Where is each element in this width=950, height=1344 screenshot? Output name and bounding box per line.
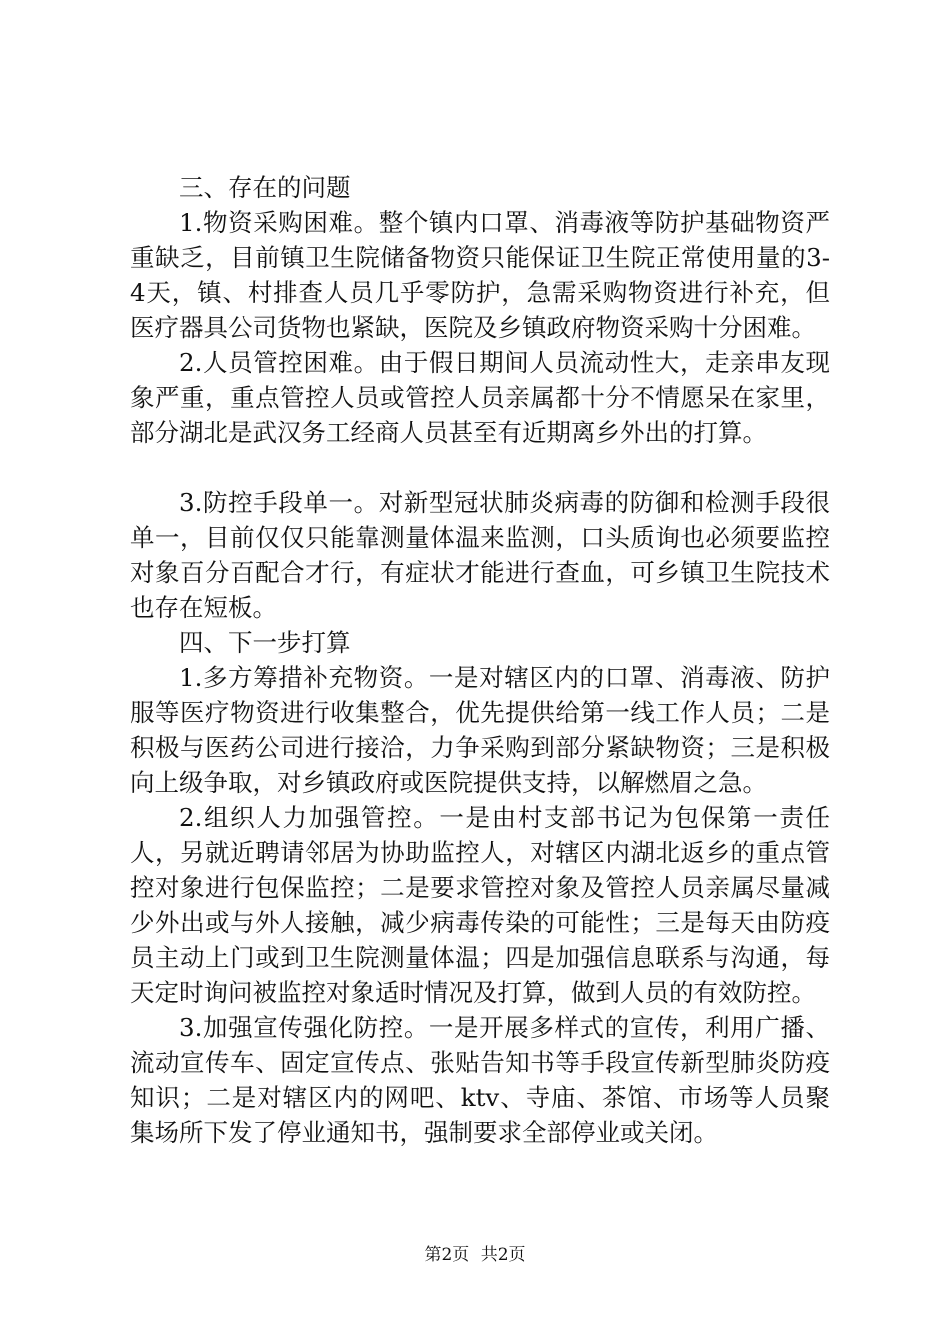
section-heading-next-steps: 四、下一步打算 — [179, 628, 351, 657]
page-number: 第2页 — [424, 1245, 470, 1265]
paragraph-spacer — [130, 450, 830, 485]
page-total: 共2页 — [480, 1245, 526, 1265]
document-body — [130, 170, 830, 1150]
paragraph-supply-difficulty: 1.物资采购困难。整个镇内口罩、消毒液等防护基础物资严重缺乏，目前镇卫生院储备物资只能保证卫生院正常使用量的3-4天，镇、村排查人员几乎零防护，急需采购物资进行补充，但医疗器具公司货物也紧缺，医院及乡镇政府物资采购十分困难。 — [130, 208, 830, 342]
paragraph-strengthen-control: 2.组织人力加强管控。一是由村支部书记为包保第一责任人，另就近聘请邻居为协助监控人，对辖区内湖北返乡的重点管控对象进行包保监控；二是要求管控对象及管控人员亲属尽量减少外出或与外人接触，减少病毒传染的可能性；三是每天由防疫员主动上门或到卫生院测量体温；四是加强信息联系与沟通，每天定时询问被监控对象适时情况及打算，做到人员的有效防控。 — [130, 803, 830, 1007]
paragraph-supplement-supplies: 1.多方筹措补充物资。一是对辖区内的口罩、消毒液、防护服等医疗物资进行收集整合，优先提供给第一线工作人员；二是积极与医药公司进行接洽，力争采购到部分紧缺物资；三是积极向上级争取，对乡镇政府或医院提供支持，以解燃眉之急。 — [130, 663, 830, 797]
paragraph-prevention-means: 3.防控手段单一。对新型冠状肺炎病毒的防御和检测手段很单一，目前仅仅只能靠测量体温来监测，口头质询也必须要监控对象百分百配合才行，有症状才能进行查血，可乡镇卫生院技术也存在短板。 — [130, 488, 830, 622]
paragraph-personnel-control: 2.人员管控困难。由于假日期间人员流动性大，走亲串友现象严重，重点管控人员或管控人员亲属都十分不情愿呆在家里，部分湖北是武汉务工经商人员甚至有近期离乡外出的打算。 — [130, 348, 830, 447]
paragraph-publicity: 3.加强宣传强化防控。一是开展多样式的宣传，利用广播、流动宣传车、固定宣传点、张贴告知书等手段宣传新型肺炎防疫知识；二是对辖区内的网吧、ktv、寺庙、茶馆、市场等人员聚集场所下发了停业通知书，强制要求全部停业或关闭。 — [130, 1013, 830, 1147]
section-heading-problems: 三、存在的问题 — [179, 173, 351, 202]
page-footer — [0, 1240, 950, 1265]
